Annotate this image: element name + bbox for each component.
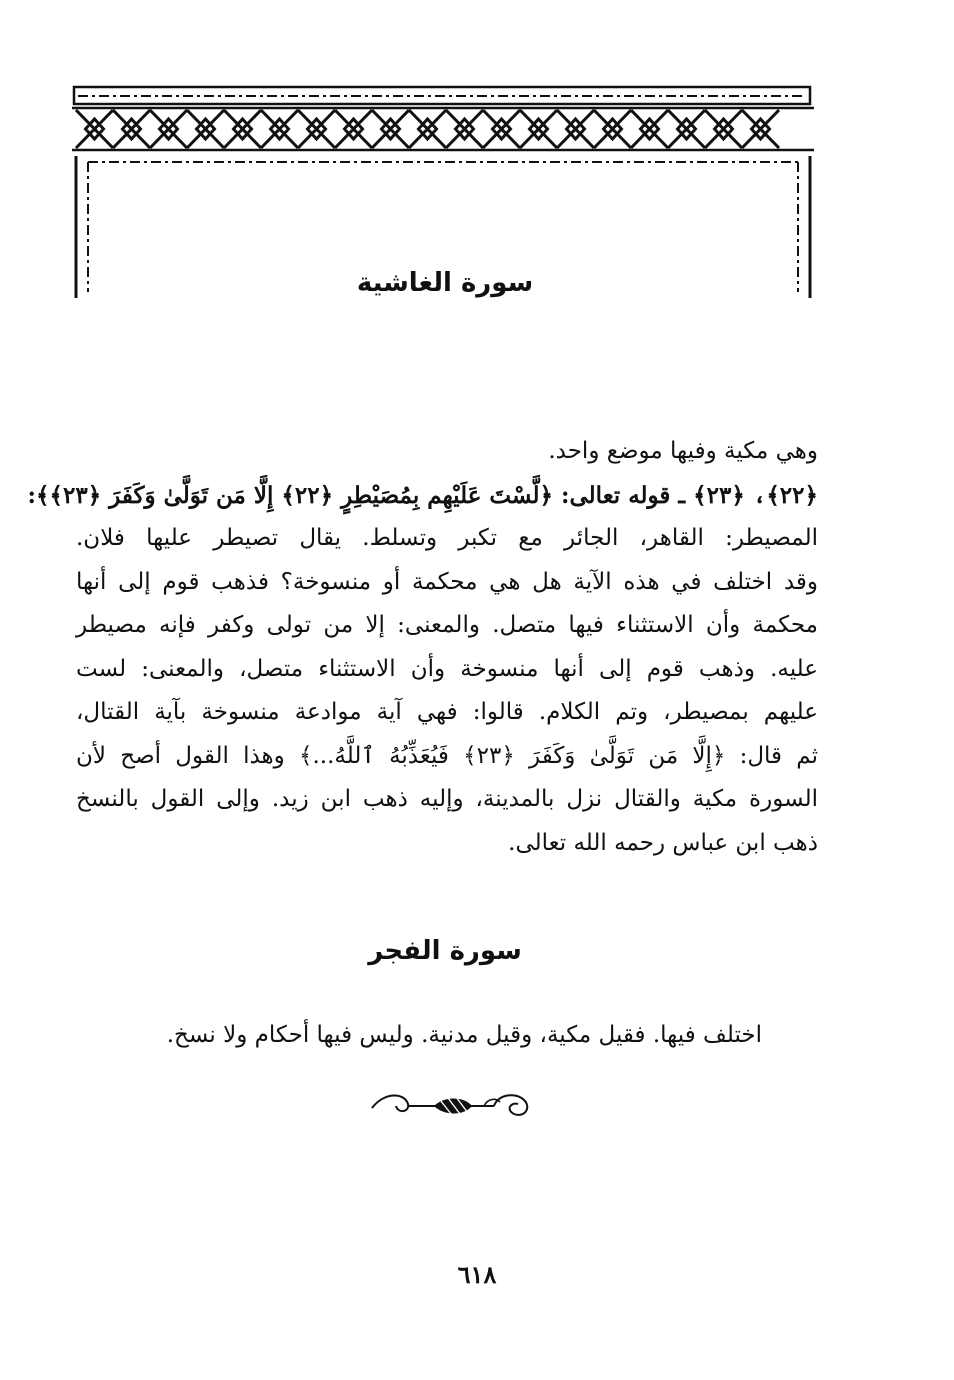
ghashiya-line-4: وقد اختلف في هذه الآية هل هي محكمة أو منسوخة؟ فذهب قوم إلى أنها bbox=[76, 568, 819, 595]
page-number: ٦١٨ bbox=[457, 1260, 497, 1289]
verse-heading-line: ﴿٢٢﴾، ﴿٢٣﴾ ـ قوله تعالى: ﴿لَّسْتَ عَلَيْهِم بِمُصَيْطِرٍ ﴿٢٢﴾ إِلَّا مَن تَوَلَّىٰ وَكَفَرَ ﴿٢٣﴾﴾: bbox=[27, 481, 818, 509]
ghashiya-line-10: ذهب ابن عباس رحمه الله تعالى. bbox=[508, 829, 818, 856]
lattice-pattern bbox=[76, 110, 779, 148]
fajr-section-text bbox=[76, 1014, 818, 1058]
ghashiya-line-1: وهي مكية وفيها موضع واحد. bbox=[548, 438, 818, 464]
ghashiya-line-3: المصيطر: القاهر، الجائر مع تكبر وتسلط. يقال تصيطر عليها فلان. bbox=[76, 525, 818, 551]
section-end-ornament bbox=[364, 1088, 538, 1122]
ghashiya-line-8: ثم قال: ﴿إِلَّا مَن تَوَلَّىٰ وَكَفَرَ ﴿٢٣﴾ فَيُعَذِّبُهُ ٱللَّهُ...﴾ وهذا القول أصح لأن bbox=[76, 742, 818, 769]
ghashiya-line-9: السورة مكية والقتال نزل بالمدينة، وإليه ذهب ابن زيد. وإلى القول بالنسخ bbox=[76, 786, 818, 812]
ghashiya-section-text bbox=[27, 430, 819, 865]
ghashiya-line-6: عليه. وذهب قوم إلى أنها منسوخة وأن الاستثناء متصل، والمعنى: لست bbox=[76, 655, 818, 682]
surah-fajr-heading: سورة الفجر bbox=[368, 936, 522, 966]
surah-ghashiya-heading: سورة الغاشية bbox=[356, 268, 534, 298]
fajr-line-1: اختلف فيها. فقيل مكية، وقيل مدنية. وليس فيها أحكام ولا نسخ. bbox=[166, 1022, 762, 1048]
ghashiya-line-5: محكمة وأن الاستثناء فيها متصل. والمعنى: إلا من تولى وكفر فإنه مصيطر bbox=[76, 612, 818, 638]
ghashiya-line-7: عليهم بمصيطر، وتم الكلام. قالوا: فهي آية موادعة منسوخة بآية القتال، bbox=[76, 699, 818, 725]
